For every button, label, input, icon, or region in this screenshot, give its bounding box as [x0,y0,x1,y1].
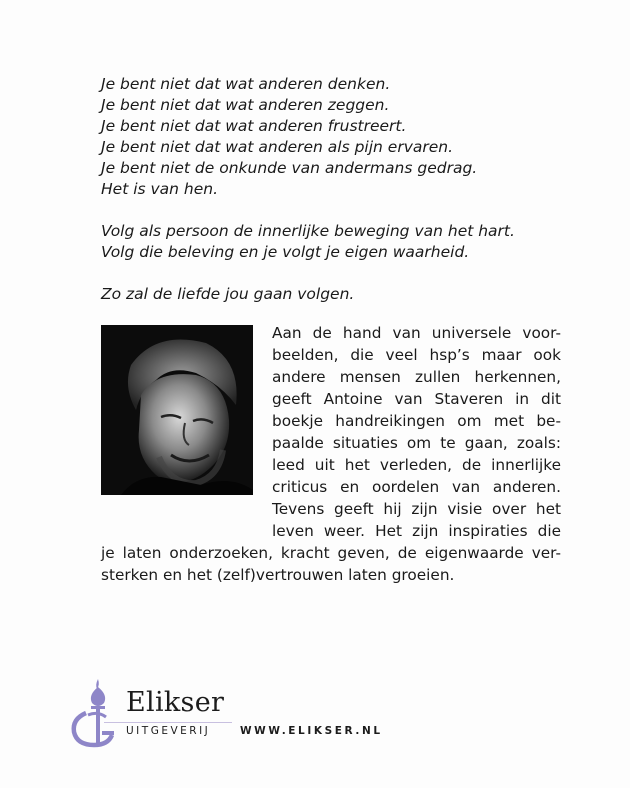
poem-line: Het is van hen. [101,180,219,198]
publisher-subtitle: UITGEVERIJ [126,725,211,737]
description-line: leed uit het verleden, de innerlijke [272,456,561,474]
poem-line: Volg die beleving en je volgt je eigen waarheid. [101,243,470,261]
description-line: paalde situaties om te gaan, zoals: [272,434,561,452]
poem [101,74,581,326]
publisher-website: WWW.ELIKSER.NL [240,725,383,737]
publisher-logo [68,677,238,747]
poem-line: Je bent niet de onkunde van andermans gedrag. [101,159,478,177]
poem-stanza-1 [101,74,581,200]
description-line: beelden, die veel hsp’s maar ook [272,346,561,364]
description-line: sterken en het (zelf)vertrouwen laten groeien. [101,566,455,584]
description-line: je laten onderzoeken, kracht geven, de eigenwaarde ver- [101,544,561,562]
description-line: andere mensen zullen herkennen, [272,368,561,386]
book-description [101,322,561,586]
description-line: criticus en oordelen van anderen. [272,478,561,496]
description-line: leven weer. Het zijn inspiraties die [272,522,561,540]
publisher-name: Elikser [126,687,225,718]
description-line: geeft Antoine van Staveren in dit [272,390,561,408]
description-line: Tevens geeft hij zijn visie over het [272,500,561,518]
poem-line: Je bent niet dat wat anderen als pijn ervaren. [101,138,454,156]
poem-line: Volg als persoon de innerlijke beweging van het hart. [101,222,515,240]
poem-line: Je bent niet dat wat anderen frustreert. [101,117,407,135]
poem-line: Zo zal de liefde jou gaan volgen. [101,285,355,303]
poem-stanza-2 [101,221,581,263]
logo-divider [104,722,232,723]
description-line: boekje handreikingen om met be- [272,412,561,430]
poem-line: Je bent niet dat wat anderen denken. [101,75,391,93]
elikser-emblem-icon [68,677,128,749]
poem-stanza-3 [101,284,581,305]
poem-line: Je bent niet dat wat anderen zeggen. [101,96,390,114]
description-line: Aan de hand van universele voor- [272,324,561,342]
